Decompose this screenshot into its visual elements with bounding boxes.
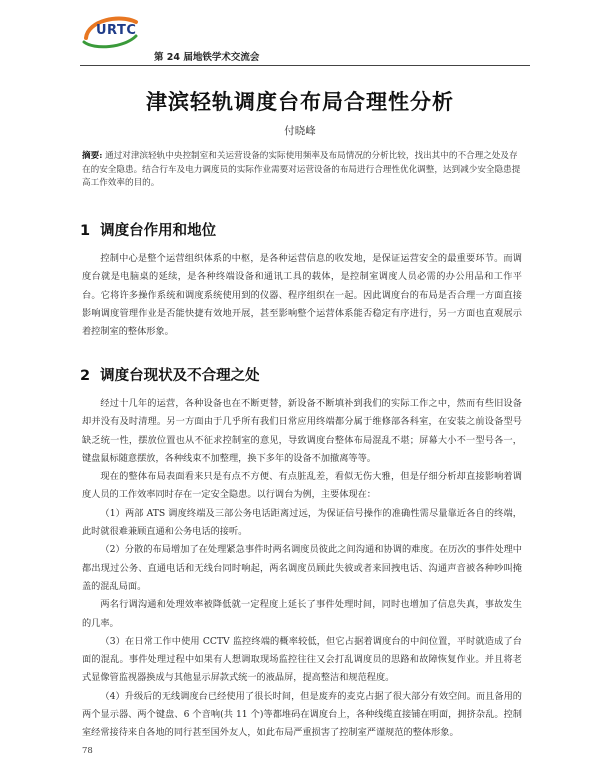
page-number: 78 [82,746,93,756]
paragraph: （4）升级后的无线调度台已经使用了很长时间，但是废弃的麦克占据了很大部分有效空间。而且备用的两个显示器、两个键盘、6 个音响(共 11 个)等都堆码在调度台上，各种线缆直接铺在明面，拥挤杂乱。控制室经常接待来自各地的同行甚至国外友人，如此布局严重损害了控制室严谨规范的整体形象。 [82,690,522,739]
paragraph: （2）分散的布局增加了在处理紧急事件时两名调度员彼此之间沟通和协调的难度。在历次的事件处理中都出现过公务、直通电话和无线台同时响起，两名调度员顾此失彼或者来回拽电话、沟通声音被各种吵叫掩盖的混乱局面。 [82,544,522,592]
logo-text: URTC [96,23,137,38]
abstract [82,150,522,191]
section-number: 1 [80,223,91,239]
conference-logo [80,12,140,52]
paragraph: 两名行调沟通和处理效率被降低就一定程度上延长了事件处理时间，同时也增加了信息失真，事故发生的几率。 [82,599,522,629]
section-number: 2 [80,368,91,384]
abstract-label: 摘要: [82,151,103,161]
section-title: 调度台现状及不合理之处 [100,368,260,384]
paragraph: 现在的整体布局表面看来只是有点不方便、有点脏乱差，看似无伤大雅，但是仔细分析却直接影响着调度人员的工作效率同时存在一定安全隐患。以行调台为例，主要体现在： [82,471,522,501]
paragraph: （3）在日常工作中使用 CCTV 监控终端的概率较低，但它占据着调度台的中间位置，平时就造成了台面的混乱。事件处理过程中如果有人想调取现场监控往往又会打乱调度员的思路和故障恢复作业。并且将老式显像管监视器换成与其他显示屏款式统一的液晶屏，提高整洁和规范程度。 [82,635,522,684]
section-heading-1 [80,219,530,240]
paper-author: 付晓峰 [284,125,316,137]
section-2-body [82,395,522,743]
paper-title: 津滨轻轨调度台布局合理性分析 [146,90,454,114]
header-divider [80,65,530,66]
paragraph: 控制中心是整个运营组织体系的中枢，是各种运营信息的收发地，是保证运营安全的最重要环节。而调度台就是电脑桌的延续，是各种终端设备和通讯工具的载体，是控制室调度人员必需的办公用品和工作平台。它将许多操作系统和调度系统使用到的仪器、程序组织在一起。因此调度台的布局是否合理一方面直接影响调度管理作业是否能快捷有效地开展，甚至影响整个运营体系能否稳定有序进行，另一方面也直观展示着控制室的整体形象。 [82,253,522,338]
paragraph: （1）两部 ATS 调度终端及三部公务电话距离过远，为保证信号操作的准确性需尽量靠近各自的终端，此时就很难兼顾直通和公务电话的接听。 [82,507,522,538]
abstract-text: 通过对津滨轻轨中央控制室和关运营设备的实际使用频率及布局情况的分析比较，找出其中的不合理之处及存在的安全隐患。结合行车及电力调度员的实际作业需要对运营设备的布局进行合理性优化调整，达到减少安全隐患提高工作效率的目的。 [82,151,521,188]
section-1-body [82,250,522,341]
section-heading-2 [80,364,530,385]
paragraph: 经过十几年的运营，各种设备也在不断更替，新设备不断填补到我们的实际工作之中，然而有些旧设备却并没有及时清理。另一方面由于几乎所有我们日常应用终端都分属于维修部各科室，在安装之前设备型号缺乏统一性，摆放位置也从不征求控制室的意见，导致调度台整体布局混乱不堪；屏幕大小不一型号各一，键盘鼠标随意摆放，各种线束不加整理，换下多年的设备不加撤离等等。 [82,398,522,464]
conference-name: 第 24 届地铁学术交流会 [154,52,260,63]
section-title: 调度台作用和地位 [100,223,217,239]
page-header [80,12,530,70]
